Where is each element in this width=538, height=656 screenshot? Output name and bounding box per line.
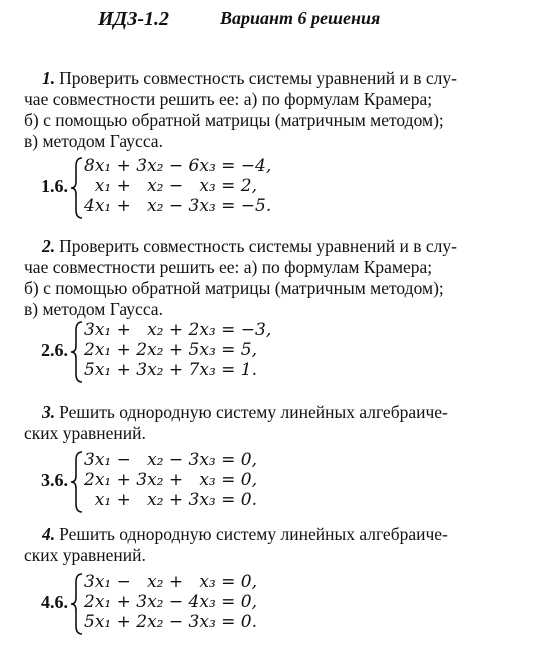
problem-3-line-1-text: Решить однородную систему линейных алгебраиче- xyxy=(59,402,448,422)
system-2-label: 2.6. xyxy=(41,340,68,360)
equation: 3x₁ + x₂ + 2x₃ = −3, xyxy=(84,320,272,340)
problem-3-number: 3. xyxy=(42,402,56,422)
system-4-equations xyxy=(84,572,257,632)
left-brace-icon xyxy=(70,156,84,220)
problem-3-text xyxy=(24,402,520,444)
system-4-label: 4.6. xyxy=(41,592,68,612)
left-brace-icon xyxy=(70,450,84,514)
variant-title: Вариант 6 решения xyxy=(220,8,381,28)
equation: 3x₁ − x₂ + x₃ = 0, xyxy=(84,572,258,592)
left-brace-icon xyxy=(70,572,84,636)
system-1-equations xyxy=(84,156,271,216)
left-brace-icon xyxy=(70,320,84,384)
problem-2-line-4: в) методом Гаусса. xyxy=(24,299,163,319)
equation: 2x₁ + 3x₂ − 4x₃ = 0, xyxy=(84,592,258,612)
problem-2-line-1-text: Проверить совместность системы уравнений и в слу- xyxy=(59,236,457,256)
header xyxy=(0,8,538,36)
problem-4-number: 4. xyxy=(42,524,56,544)
problem-1-line-2: чае совместности решить ее: а) по формулам Крамера; xyxy=(24,89,433,109)
problem-2-text xyxy=(24,236,520,320)
equation: 5x₁ + 3x₂ + 7x₃ = 1. xyxy=(84,360,258,380)
equation: 3x₁ − x₂ − 3x₃ = 0, xyxy=(84,450,258,470)
equation: 4x₁ + x₂ − 3x₃ = −5. xyxy=(84,196,272,216)
equation: 2x₁ + 3x₂ + x₃ = 0, xyxy=(84,470,258,490)
problem-4-line-2: ских уравнений. xyxy=(24,545,146,565)
problem-3-line-1 xyxy=(24,402,520,423)
equation: x₁ + x₂ − x₃ = 2, xyxy=(84,176,258,196)
problem-1-line-4: в) методом Гаусса. xyxy=(24,131,163,151)
problem-4-line-1 xyxy=(24,524,520,545)
problem-1-line-1-text: Проверить совместность системы уравнений и в слу- xyxy=(59,68,457,88)
problem-4-text xyxy=(24,524,520,566)
system-2-equations xyxy=(84,320,271,380)
system-3-label: 3.6. xyxy=(41,470,68,490)
system-3-equations xyxy=(84,450,257,510)
problem-1-line-3: б) с помощью обратной матрицы (матричным методом); xyxy=(24,110,444,130)
problem-2-line-2: чае совместности решить ее: а) по формулам Крамера; xyxy=(24,257,433,277)
problem-3-line-2: ских уравнений. xyxy=(24,423,146,443)
assignment-code: ИДЗ-1.2 xyxy=(98,8,170,30)
equation: x₁ + x₂ + 3x₃ = 0. xyxy=(84,490,258,510)
equation: 5x₁ + 2x₂ − 3x₃ = 0. xyxy=(84,612,258,632)
problem-1-number: 1. xyxy=(42,68,56,88)
problem-4-line-1-text: Решить однородную систему линейных алгебраиче- xyxy=(59,524,448,544)
equation: 8x₁ + 3x₂ − 6x₃ = −4, xyxy=(84,156,272,176)
system-1-label: 1.6. xyxy=(41,176,68,196)
equation: 2x₁ + 2x₂ + 5x₃ = 5, xyxy=(84,340,258,360)
problem-1-line-1 xyxy=(24,68,520,89)
problem-2-line-1 xyxy=(24,236,520,257)
problem-2-line-3: б) с помощью обратной матрицы (матричным методом); xyxy=(24,278,444,298)
problem-1-text xyxy=(24,68,520,152)
problem-2-number: 2. xyxy=(42,236,56,256)
